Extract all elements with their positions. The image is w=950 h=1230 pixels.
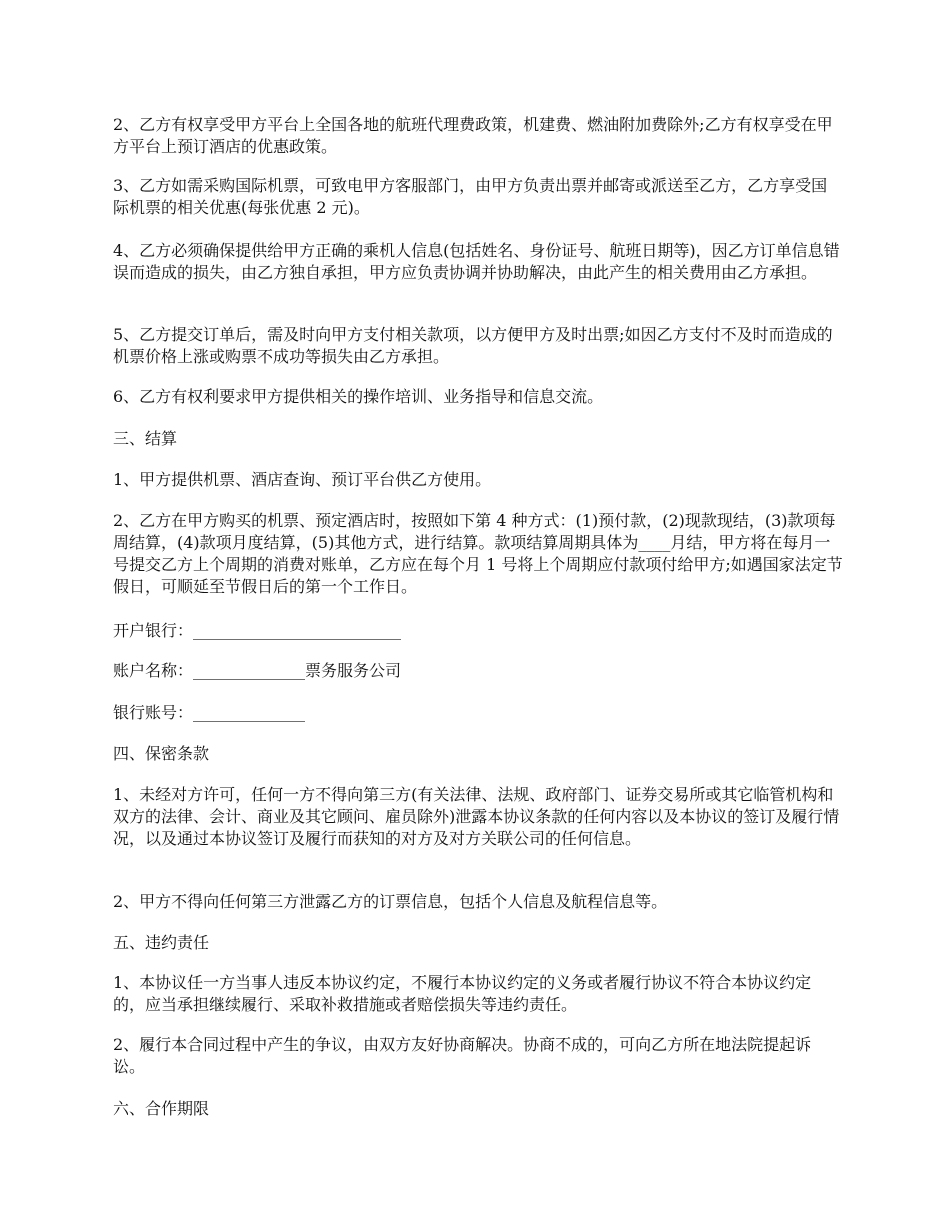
section-heading-confidentiality: 四、保密条款: [113, 744, 210, 763]
account-number-line: 银行账号：______________: [113, 703, 306, 722]
section-heading-term: 六、合作期限: [113, 1099, 210, 1118]
paragraph-settlement-1: 1、甲方提供机票、酒店查询、预订平台供乙方使用。: [113, 470, 492, 489]
paragraph-confidentiality-2: 2、甲方不得向任何第三方泄露乙方的订票信息，包括个人信息及航程信息等。: [113, 892, 668, 911]
paragraph-clause-4: 4、乙方必须确保提供给甲方正确的乘机人信息(包括姓名、身份证号、航班日期等)，因乙方订单信息错误而造成的损失，由乙方独自承担，甲方应负责协调并协助解决，由此产生的相关费用由乙方承担。: [113, 241, 840, 282]
section-heading-liability: 五、违约责任: [113, 933, 210, 952]
paragraph-clause-5: 5、乙方提交订单后，需及时向甲方支付相关款项，以方便甲方及时出票;如因乙方支付不及时而造成的机票价格上涨或购票不成功等损失由乙方承担。: [113, 325, 833, 366]
paragraph-liability-2: 2、履行本合同过程中产生的争议，由双方友好协商解决。协商不成的，可向乙方所在地法院提起诉讼。: [113, 1035, 812, 1076]
section-heading-settlement: 三、结算: [113, 429, 178, 448]
paragraph-confidentiality-1: 1、未经对方许可，任何一方不得向第三方(有关法律、法规、政府部门、证券交易所或其它临管机构和双方的法律、会计、商业及其它顾问、雇员除外)泄露本协议条款的任何内容以及本协议的签订及履行情况，以及通过本协议签订及履行而获知的对方及对方关联公司的任何信息。: [113, 785, 840, 848]
paragraph-clause-6: 6、乙方有权利要求甲方提供相关的操作培训、业务指导和信息交流。: [113, 387, 604, 406]
paragraph-clause-3: 3、乙方如需采购国际机票，可致电甲方客服部门，由甲方负责出票并邮寄或派送至乙方，乙方享受国际机票的相关优惠(每张优惠 2 元)。: [113, 176, 828, 217]
bank-name-line: 开户银行：__________________________: [113, 621, 402, 640]
paragraph-clause-2: 2、乙方有权享受甲方平台上全国各地的航班代理费政策，机建费、燃油附加费除外;乙方有权享受在甲方平台上预订酒店的优惠政策。: [113, 115, 833, 156]
account-name-line: 账户名称：______________票务服务公司: [113, 661, 402, 680]
paragraph-settlement-2: 2、乙方在甲方购买的机票、预定酒店时，按照如下第 4 种方式：(1)预付款，(2)现款现结，(3)款项每周结算，(4)款项月度结算，(5)其他方式，进行结算。款项结算周期具体为____月结，甲方将在每月一号提交乙方上个周期的消费对账单，乙方应在每个月 1 号将上个周期应付款项付给甲方;如遇国家法定节假日，可顺延至节假日后的第一个工作日。: [113, 511, 843, 596]
paragraph-liability-1: 1、本协议任一方当事人违反本协议约定，不履行本协议约定的义务或者履行协议不符合本协议约定的，应当承担继续履行、采取补救措施或者赔偿损失等违约责任。: [113, 973, 812, 1014]
